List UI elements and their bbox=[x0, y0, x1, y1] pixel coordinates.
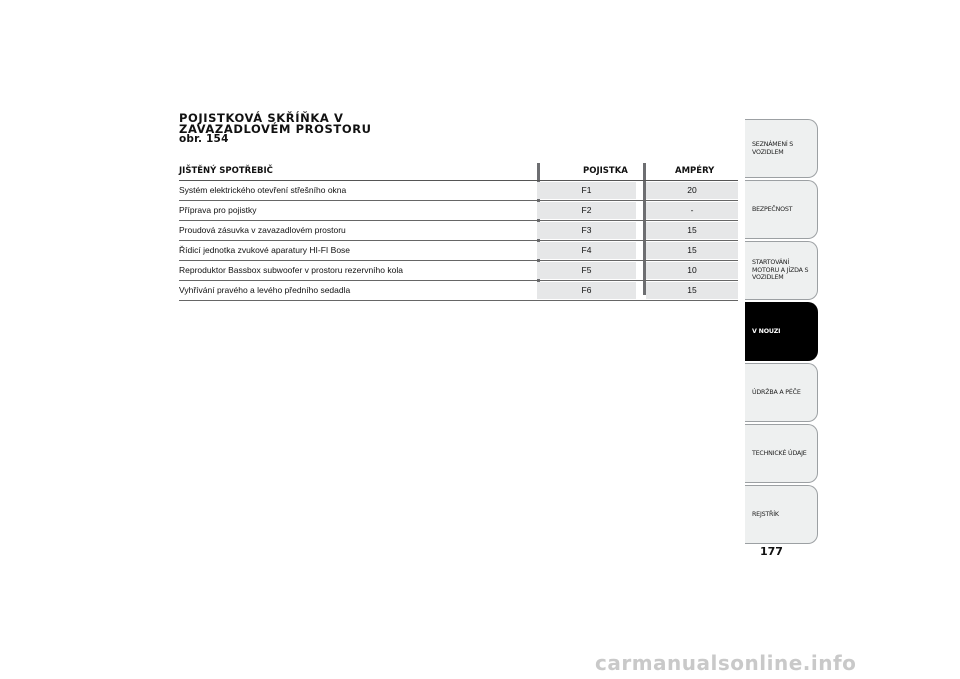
row-fuse: F5 bbox=[537, 262, 636, 279]
chapter-tabs bbox=[745, 119, 818, 546]
table-row bbox=[179, 181, 738, 201]
row-fuse: F2 bbox=[537, 202, 636, 219]
row-fuse: F1 bbox=[537, 182, 636, 199]
table-row bbox=[179, 261, 738, 281]
header-fuse: POJISTKA bbox=[583, 166, 628, 176]
page-number: 177 bbox=[760, 545, 783, 558]
row-consumer: Vyhřívání pravého a levého předního sedadla bbox=[179, 285, 351, 295]
row-amps: 10 bbox=[646, 262, 738, 279]
table-row bbox=[179, 241, 738, 261]
tab-seznameni-s-vozidlem[interactable] bbox=[745, 119, 818, 178]
title-line-1: POJISTKOVÁ SKŘÍŇKA V bbox=[179, 111, 344, 125]
tab-udrzba-a-pece[interactable] bbox=[745, 363, 818, 422]
fuse-table bbox=[179, 163, 738, 301]
row-fuse: F6 bbox=[537, 282, 636, 299]
tab-label: V NOUZI bbox=[752, 327, 781, 335]
row-fuse: F3 bbox=[537, 222, 636, 239]
row-consumer: Systém elektrického otevření střešního okna bbox=[179, 185, 347, 195]
figure-reference: obr. 154 bbox=[179, 133, 229, 145]
tab-technicke-udaje[interactable] bbox=[745, 424, 818, 483]
header-consumer: JIŠTĚNÝ SPOTŘEBIČ bbox=[179, 166, 273, 176]
tab-label: ÚDRŽBA A PÉČE bbox=[752, 388, 801, 396]
tab-label: TECHNICKÉ ÚDAJE bbox=[752, 449, 807, 457]
tab-label: BEZPEČNOST bbox=[752, 205, 793, 213]
tab-label: STARTOVÁNÍ MOTORU A JÍZDA S VOZIDLEM bbox=[752, 259, 809, 282]
tab-startovani-motoru[interactable] bbox=[745, 241, 818, 300]
row-amps: 20 bbox=[646, 182, 738, 199]
row-amps: 15 bbox=[646, 282, 738, 299]
tab-label: REJSTŘÍK bbox=[752, 510, 779, 518]
tab-v-nouzi[interactable] bbox=[745, 302, 818, 361]
table-header bbox=[179, 163, 738, 181]
row-consumer: Příprava pro pojistky bbox=[179, 205, 257, 215]
row-fuse: F4 bbox=[537, 242, 636, 259]
table-row bbox=[179, 221, 738, 241]
section-title bbox=[179, 113, 372, 145]
row-consumer: Proudová zásuvka v zavazadlovém prostoru bbox=[179, 225, 346, 235]
title-line-2: ZAVAZADLOVÉM PROSTORU bbox=[179, 121, 372, 136]
tab-rejstrik[interactable] bbox=[745, 485, 818, 544]
watermark: carmanualsonline.info bbox=[595, 651, 857, 675]
header-amps: AMPÉRY bbox=[675, 166, 715, 176]
table-row bbox=[179, 281, 738, 301]
tab-label: SEZNÁMENÍ S VOZIDLEM bbox=[752, 141, 794, 156]
tab-bezpecnost[interactable] bbox=[745, 180, 818, 239]
row-consumer: Reproduktor Bassbox subwoofer v prostoru rezervního kola bbox=[179, 265, 403, 275]
row-consumer: Řídicí jednotka zvukové aparatury HI-FI Bose bbox=[179, 245, 351, 255]
row-amps: 15 bbox=[646, 222, 738, 239]
row-amps: 15 bbox=[646, 242, 738, 259]
row-amps: - bbox=[646, 202, 738, 219]
table-row bbox=[179, 201, 738, 221]
